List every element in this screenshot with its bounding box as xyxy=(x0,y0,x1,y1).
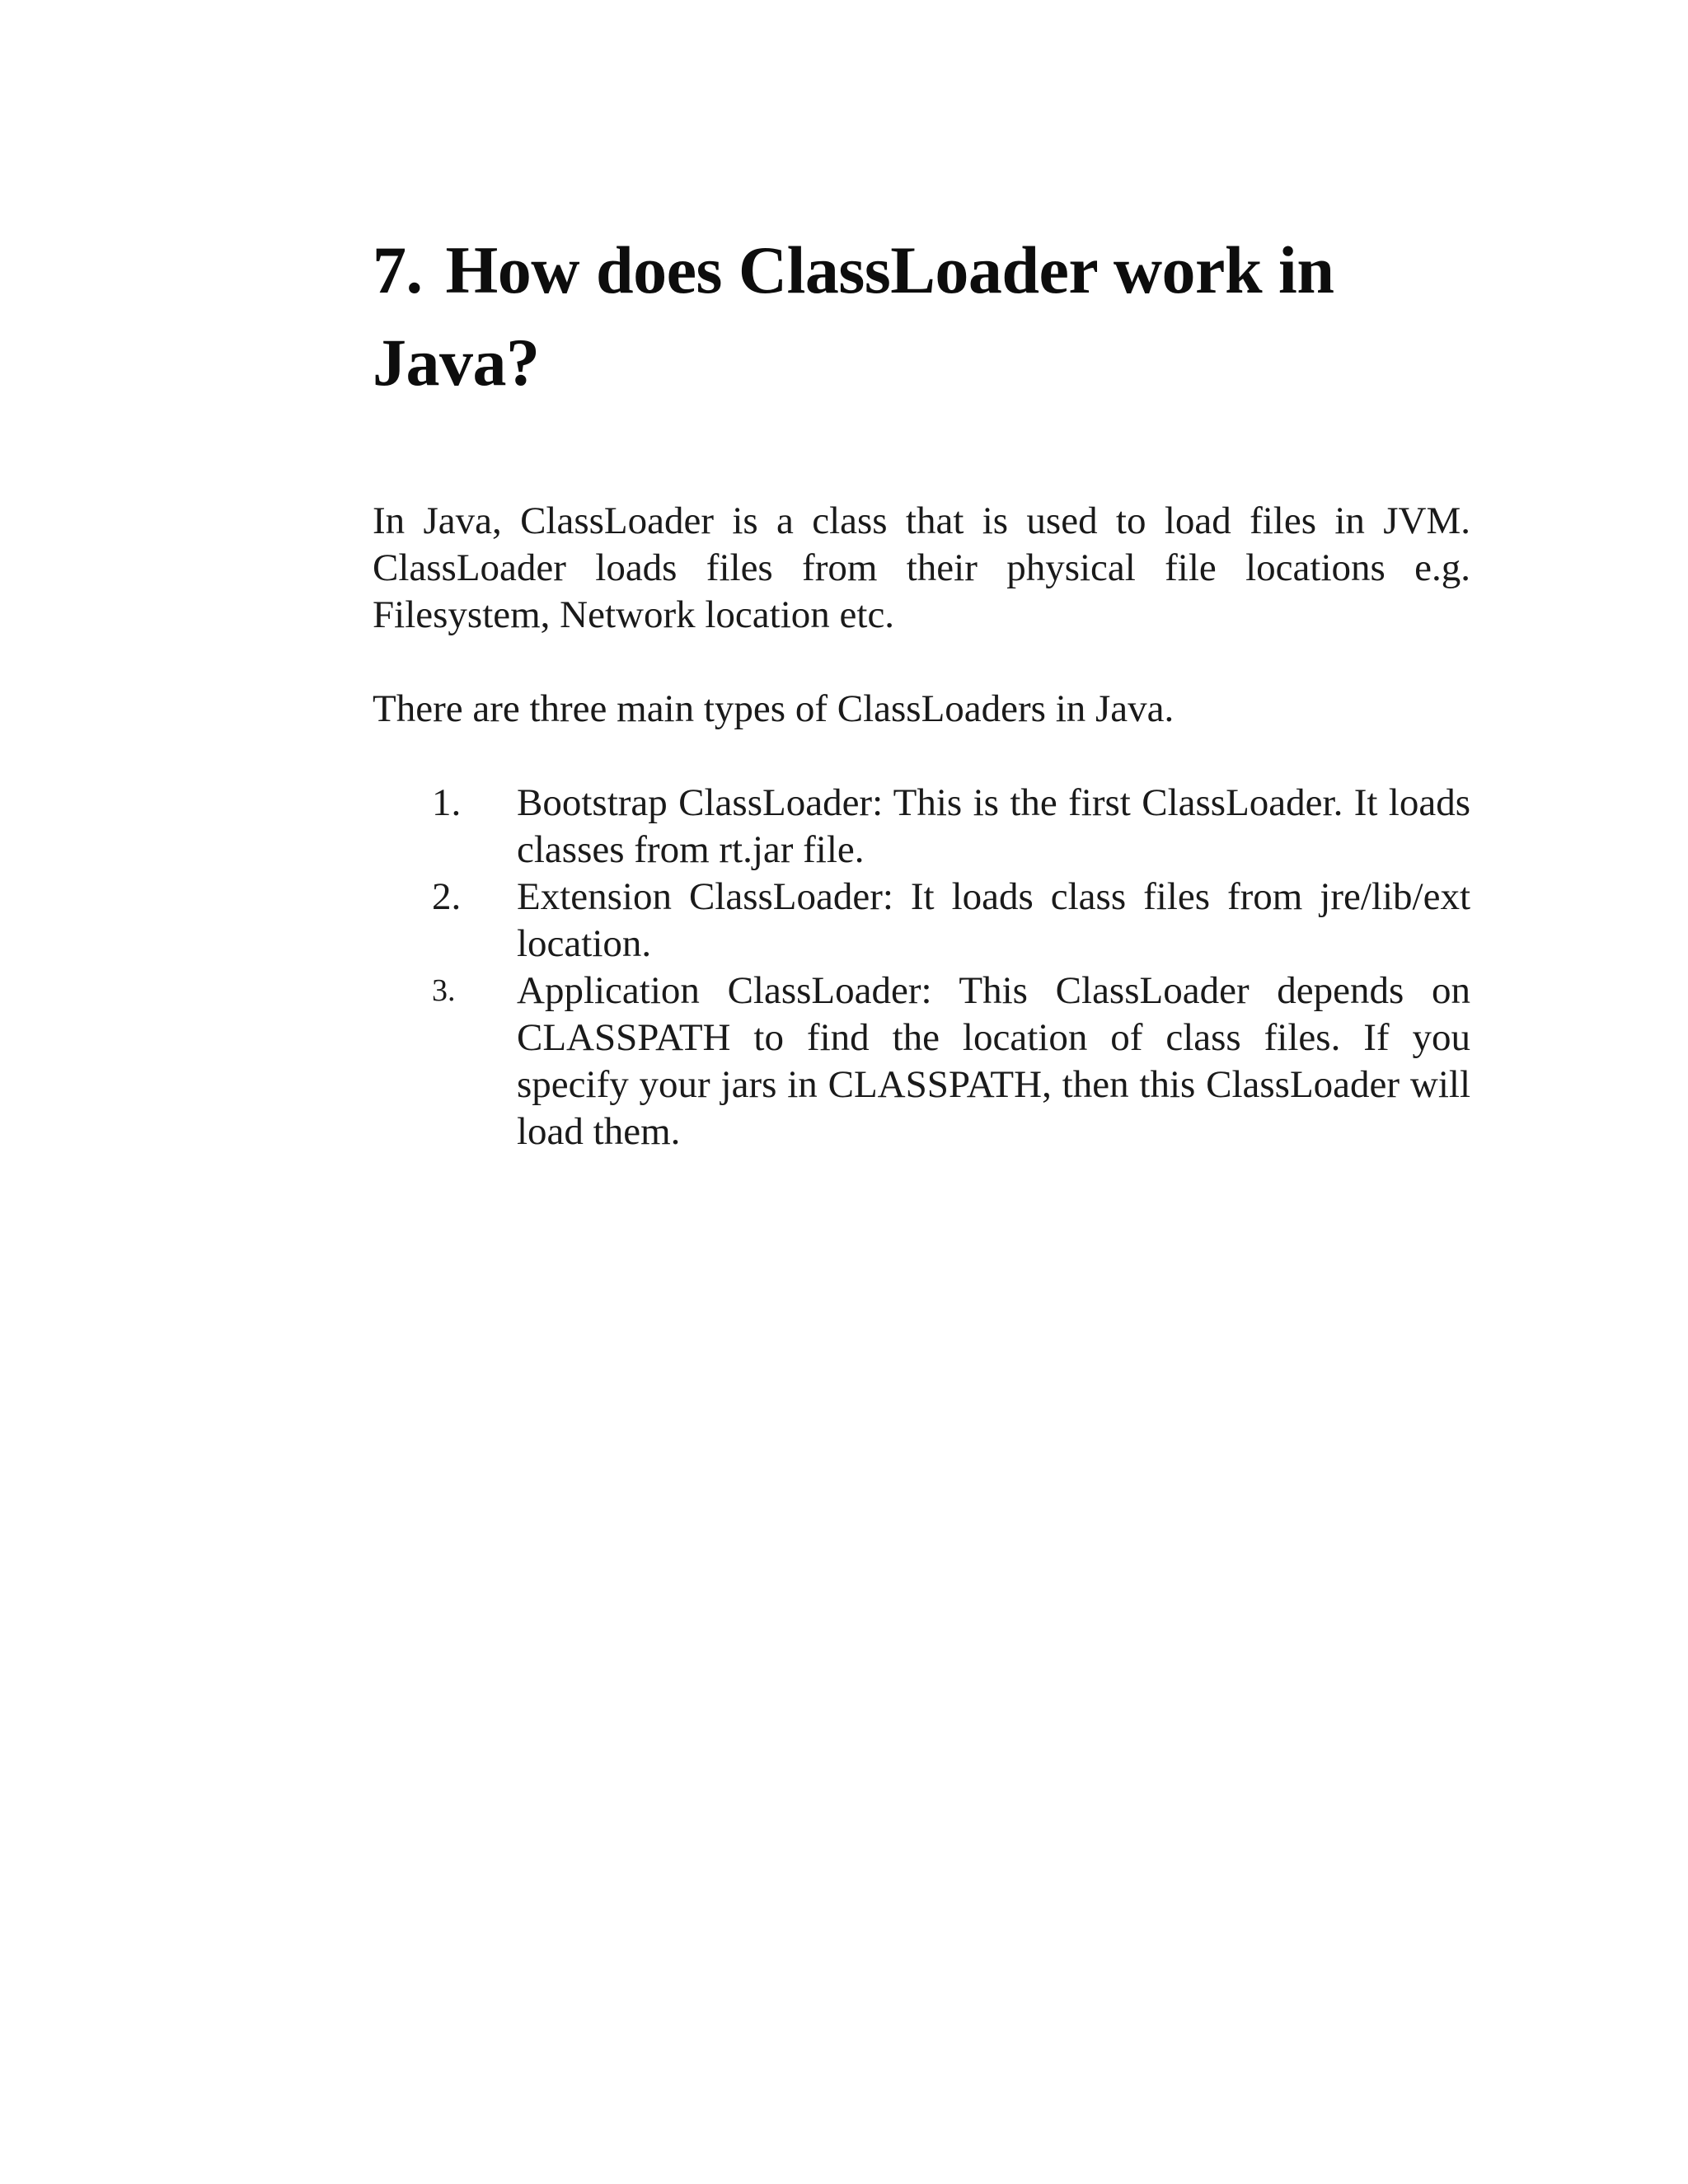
list-item-number: 3. xyxy=(432,973,456,1008)
classloader-list xyxy=(373,780,1470,1155)
list-item-bootstrap xyxy=(373,780,1470,874)
list-item-application xyxy=(373,968,1470,1155)
list-item-text: Extension ClassLoader: It loads class files from jre/lib/ext location. xyxy=(517,875,1470,965)
title-number: 7. xyxy=(373,232,423,307)
list-item-number: 1. xyxy=(432,781,462,824)
types-paragraph: There are three main types of ClassLoaders in Java. xyxy=(373,687,1175,730)
list-item-text: Application ClassLoader: This ClassLoader depends on CLASSPATH to find the location of class files. If you specify your jars in CLASSPATH, then this ClassLoader will load them. xyxy=(517,969,1470,1153)
title-text: How does ClassLoader work in Java? xyxy=(373,232,1334,400)
page-title xyxy=(373,224,1403,409)
list-item-text: Bootstrap ClassLoader: This is the first ClassLoader. It loads classes from rt.jar file. xyxy=(517,781,1470,871)
page-content xyxy=(373,224,1470,1155)
intro-paragraph: In Java, ClassLoader is a class that is used to load files in JVM. ClassLoader loads files from their physical file locations e.g. Filesystem, Network location etc. xyxy=(373,499,1470,636)
list-item-number: 2. xyxy=(432,875,462,918)
list-item-extension xyxy=(373,874,1470,968)
